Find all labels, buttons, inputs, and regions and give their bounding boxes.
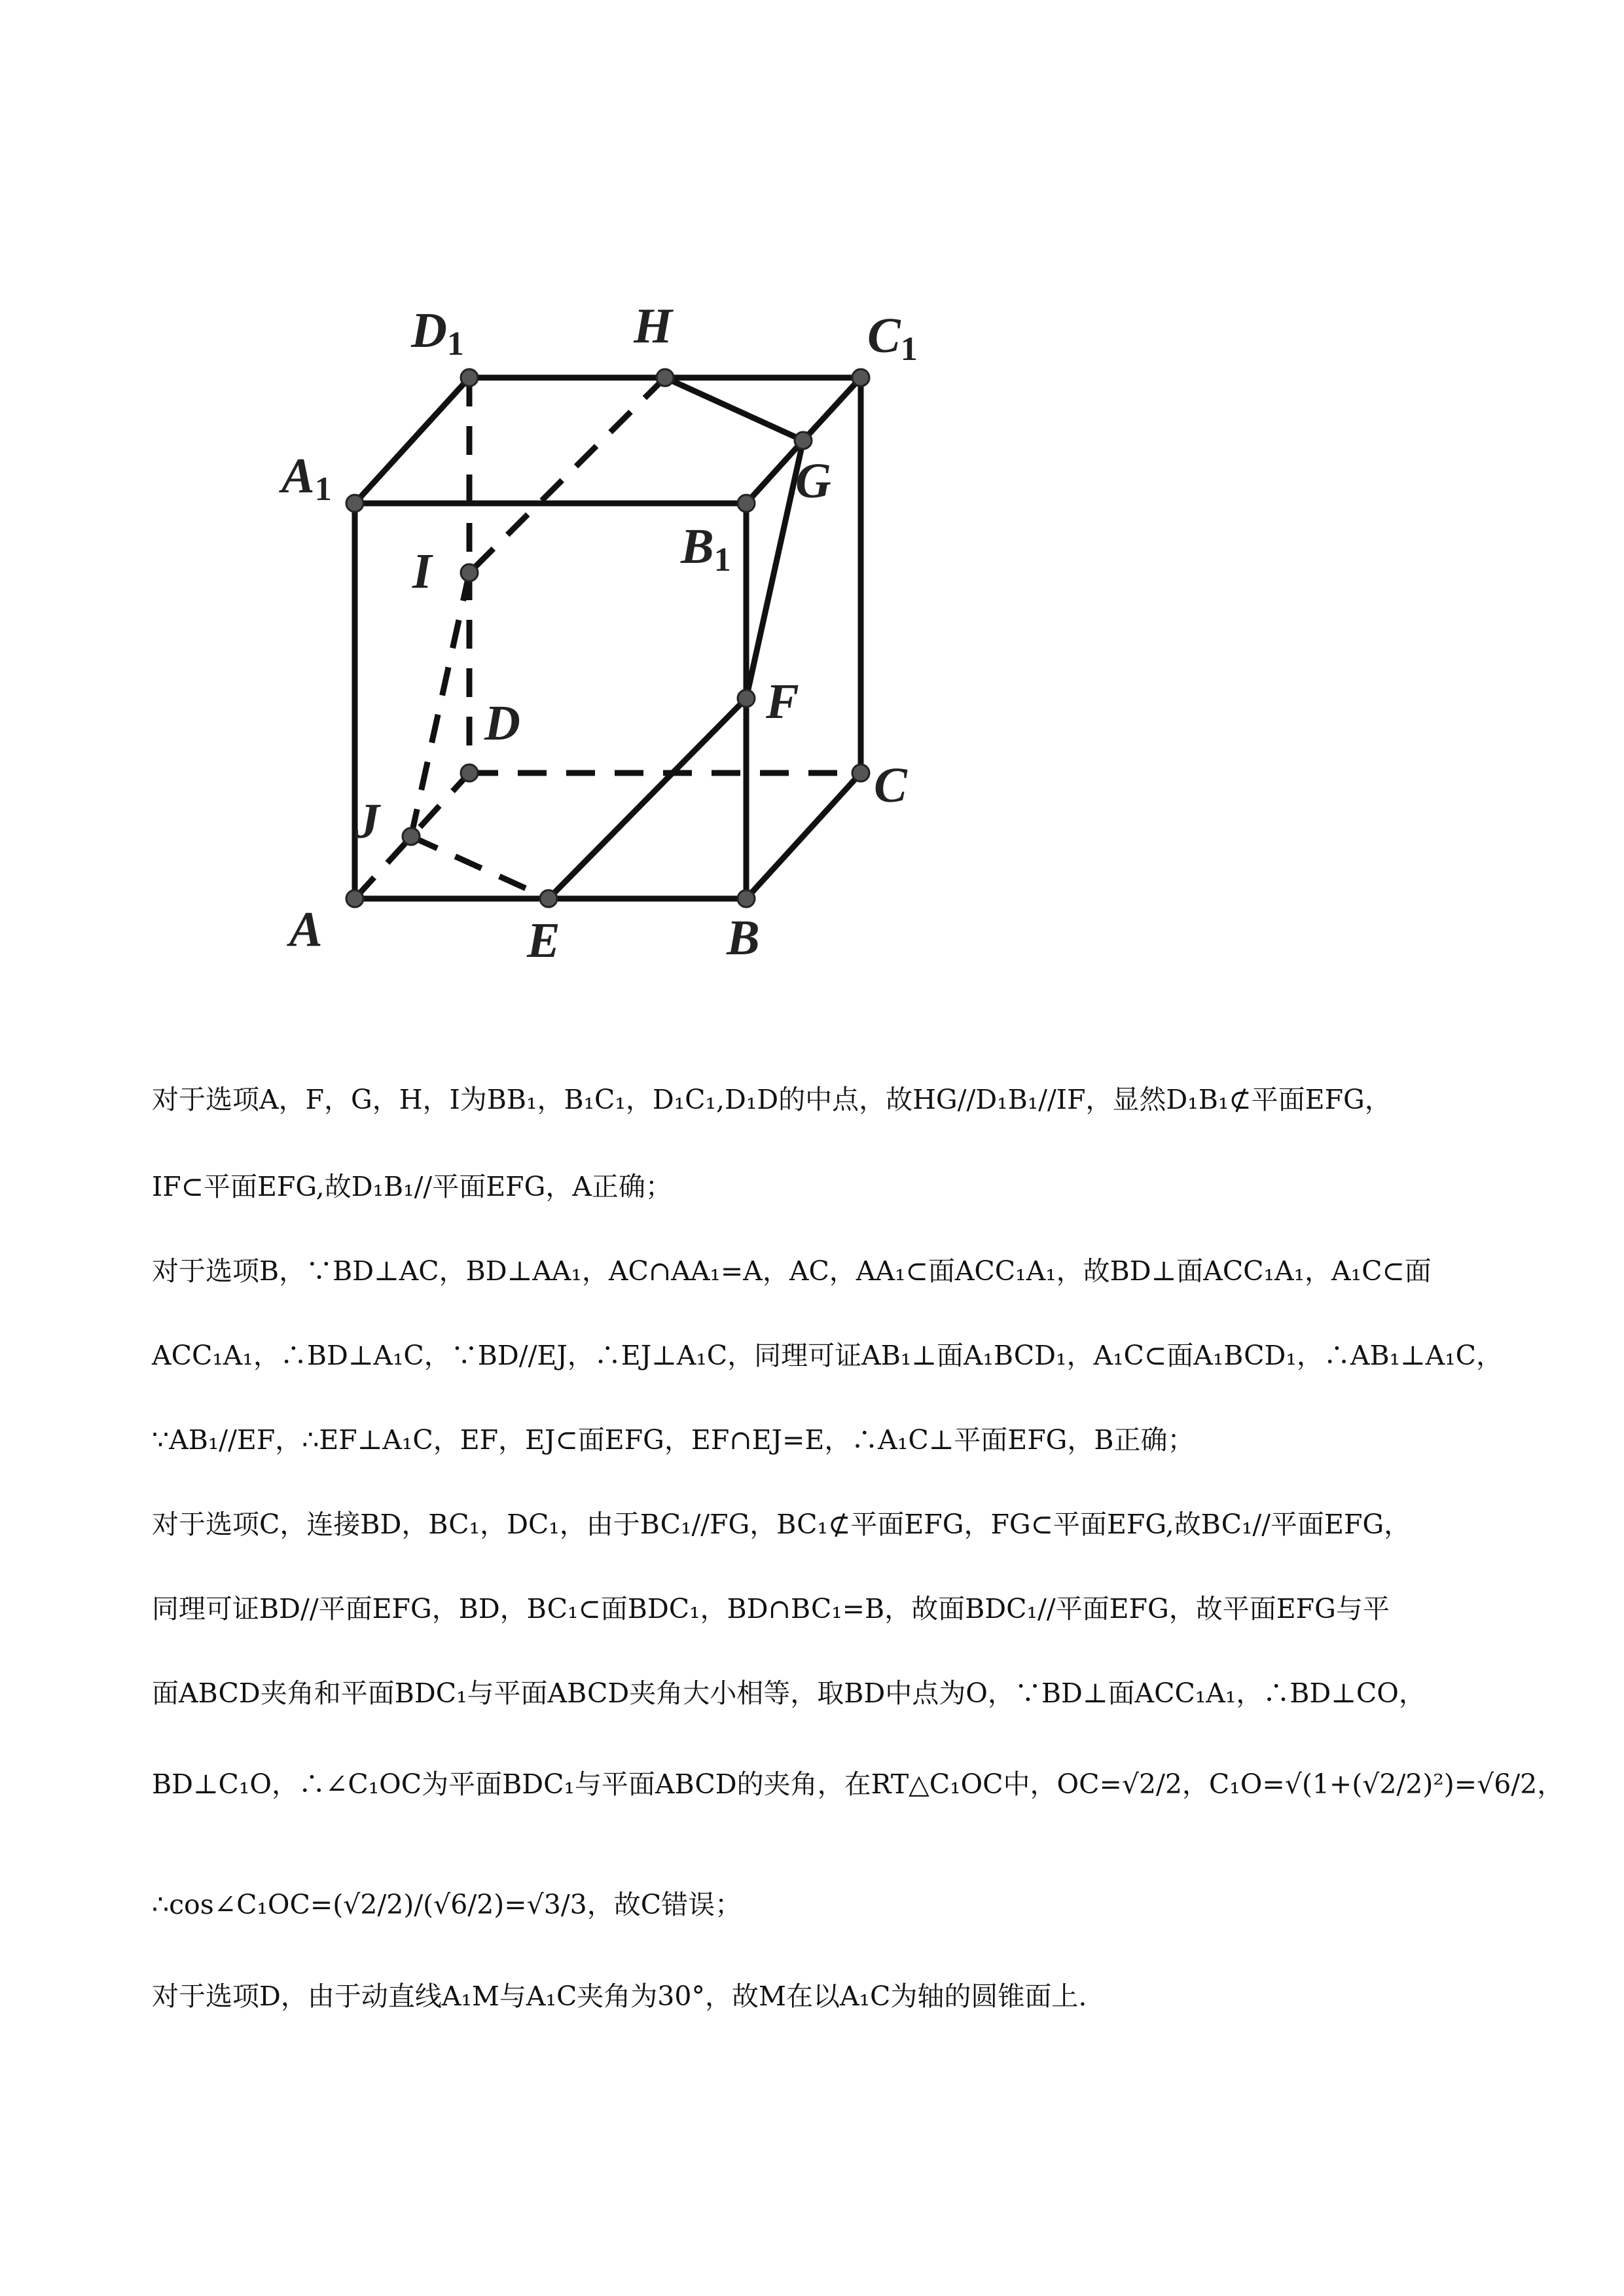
option-c-line-1: 对于选项C，连接BD，BC₁，DC₁，由于BC₁//FG，BC₁⊄平面EFG，FG⊂平面EFG,故BC₁//平面EFG， (152, 1509, 1411, 1540)
label-c: C (874, 758, 907, 813)
option-c-line-5: ∴cos∠C₁OC=(√2/2)/(√6/2)=√3/3，故C错误； (152, 1889, 742, 1920)
edge-b-c (746, 773, 861, 899)
label-d: D (484, 696, 520, 751)
point-f (738, 690, 755, 707)
label-c1: C1 (867, 308, 918, 368)
option-c-line-4: BD⊥C₁O，∴∠C₁OC为平面BDC₁与平面ABCD的夹角，在RT△C₁OC中，OC=√2/2，C₁O=√(1+(√2/2)²)=√6/2， (152, 1768, 1564, 1800)
point-j (403, 828, 420, 845)
point-c1 (852, 369, 869, 386)
point-a1 (346, 495, 363, 512)
label-b1: B1 (681, 519, 731, 579)
point-e (540, 890, 557, 907)
option-b-line-1: 对于选项B，∵BD⊥AC，BD⊥AA₁，AC∩AA₁=A，AC，AA₁⊂面ACC₁A₁，故BD⊥面ACC₁A₁，A₁C⊂面 (152, 1255, 1432, 1287)
option-d-line-1: 对于选项D，由于动直线A₁M与A₁C夹角为30°，故M在以A₁C为轴的圆锥面上. (152, 1981, 1087, 2012)
point-g (795, 432, 812, 449)
label-e: E (527, 913, 560, 968)
point-h (657, 369, 674, 386)
edge-f-g (746, 440, 803, 698)
label-h: H (634, 298, 673, 353)
label-i: I (412, 544, 432, 599)
option-b-line-3: ∵AB₁//EF，∴EF⊥A₁C，EF，EJ⊂面EFG，EF∩EJ=E，∴A₁C⊥平面EFG，B正确； (152, 1424, 1195, 1456)
edge-j-e-hidden (411, 836, 549, 899)
label-j: J (355, 794, 380, 849)
edge-g-c1 (803, 378, 861, 440)
label-f: F (766, 674, 799, 729)
option-b-line-2: ACC₁A₁，∴BD⊥A₁C，∵BD//EJ，∴EJ⊥A₁C，同理可证AB₁⊥面A₁BCD₁，A₁C⊂面A₁BCD₁，∴AB₁⊥A₁C， (152, 1340, 1504, 1371)
edge-h-g (665, 378, 803, 440)
label-g: G (795, 454, 831, 509)
option-c-line-3: 面ABCD夹角和平面BDC₁与平面ABCD夹角大小相等，取BD中点为O，∵BD⊥面ACC₁A₁，∴BD⊥CO， (152, 1677, 1426, 1709)
edge-a1-d1 (355, 378, 469, 503)
point-d1 (461, 369, 478, 386)
edge-e-f (549, 698, 746, 899)
point-b (738, 890, 755, 907)
label-a: A (289, 902, 323, 957)
point-i (461, 564, 478, 581)
point-d (461, 764, 478, 781)
point-a (346, 890, 363, 907)
edge-i-j-hidden (411, 573, 469, 836)
option-c-line-2: 同理可证BD//平面EFG，BD，BC₁⊂面BDC₁，BD∩BC₁=B，故面BDC₁//平面EFG，故平面EFG与平 (152, 1593, 1390, 1624)
label-b: B (727, 910, 760, 965)
option-a-line-2: IF⊂平面EFG,故D₁B₁//平面EFG，A正确； (152, 1171, 672, 1202)
option-a-line-1: 对于选项A，F，G，H，I为BB₁，B₁C₁，D₁C₁,D₁D的中点，故HG//D₁B₁//IF，显然D₁B₁⊄平面EFG， (152, 1084, 1392, 1115)
label-d1: D1 (411, 303, 464, 363)
cube-diagram (262, 288, 956, 982)
point-b1 (738, 495, 755, 512)
point-c (852, 764, 869, 781)
cube-figure (262, 288, 956, 982)
label-a1: A1 (281, 448, 332, 508)
edge-h-i-hidden (469, 378, 665, 573)
